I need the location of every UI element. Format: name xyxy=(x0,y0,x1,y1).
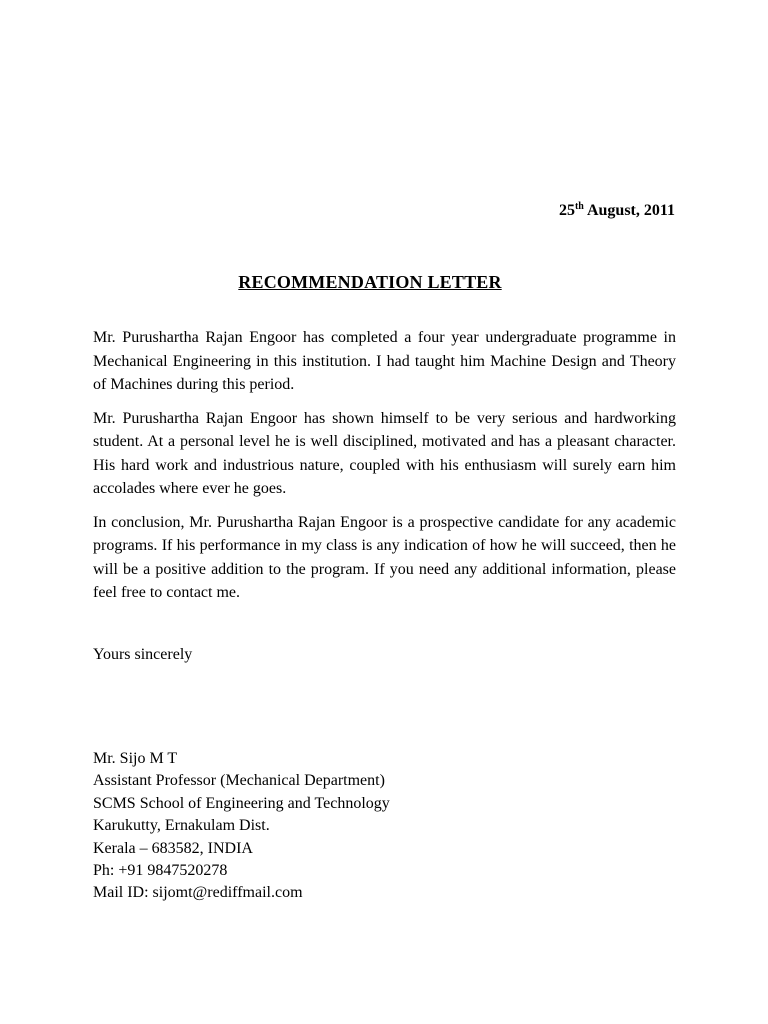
letter-title: RECOMMENDATION LETTER xyxy=(238,272,502,292)
signature-address-line2: Kerala – 683582, INDIA xyxy=(93,839,253,857)
paragraph-3: In conclusion, Mr. Purushartha Rajan Engoor is a prospective candidate for any academic programs. If his performance in my class is any indication of how he will succeed, then he will be a positive addition to the program. If you need any additional information, please feel free to contact me. xyxy=(93,513,676,601)
date-day: 25 xyxy=(558,202,575,219)
date-suffix: th xyxy=(574,201,584,212)
letter-date xyxy=(559,202,675,220)
letter-closing: Yours sincerely xyxy=(93,646,193,663)
paragraph-1: Mr. Purushartha Rajan Engoor has completed a four year undergraduate programme in Mechanical Engineering in this institution. I had taught him Machine Design and Theory of Machines during this period. xyxy=(93,329,676,393)
signature-block xyxy=(93,748,390,905)
signature-name: Mr. Sijo M T xyxy=(93,750,178,767)
signature-position: Assistant Professor (Mechanical Department) xyxy=(93,772,385,790)
paragraph-2: Mr. Purushartha Rajan Engoor has shown himself to be very serious and hardworking student. At a personal level he is well disciplined, motivated and has a pleasant character. His hard work and industrious nature, coupled with his enthusiasm will surely earn him accolades where ever he goes. xyxy=(93,409,676,497)
date-rest: August, 2011 xyxy=(583,202,675,219)
signature-email: Mail ID: sijomt@rediffmail.com xyxy=(93,884,303,902)
signature-address-line1: Karukutty, Ernakulam Dist. xyxy=(93,817,270,835)
signature-institution: SCMS School of Engineering and Technology xyxy=(93,794,390,812)
signature-phone: Ph: +91 9847520278 xyxy=(93,862,228,880)
letter-body xyxy=(93,326,676,615)
